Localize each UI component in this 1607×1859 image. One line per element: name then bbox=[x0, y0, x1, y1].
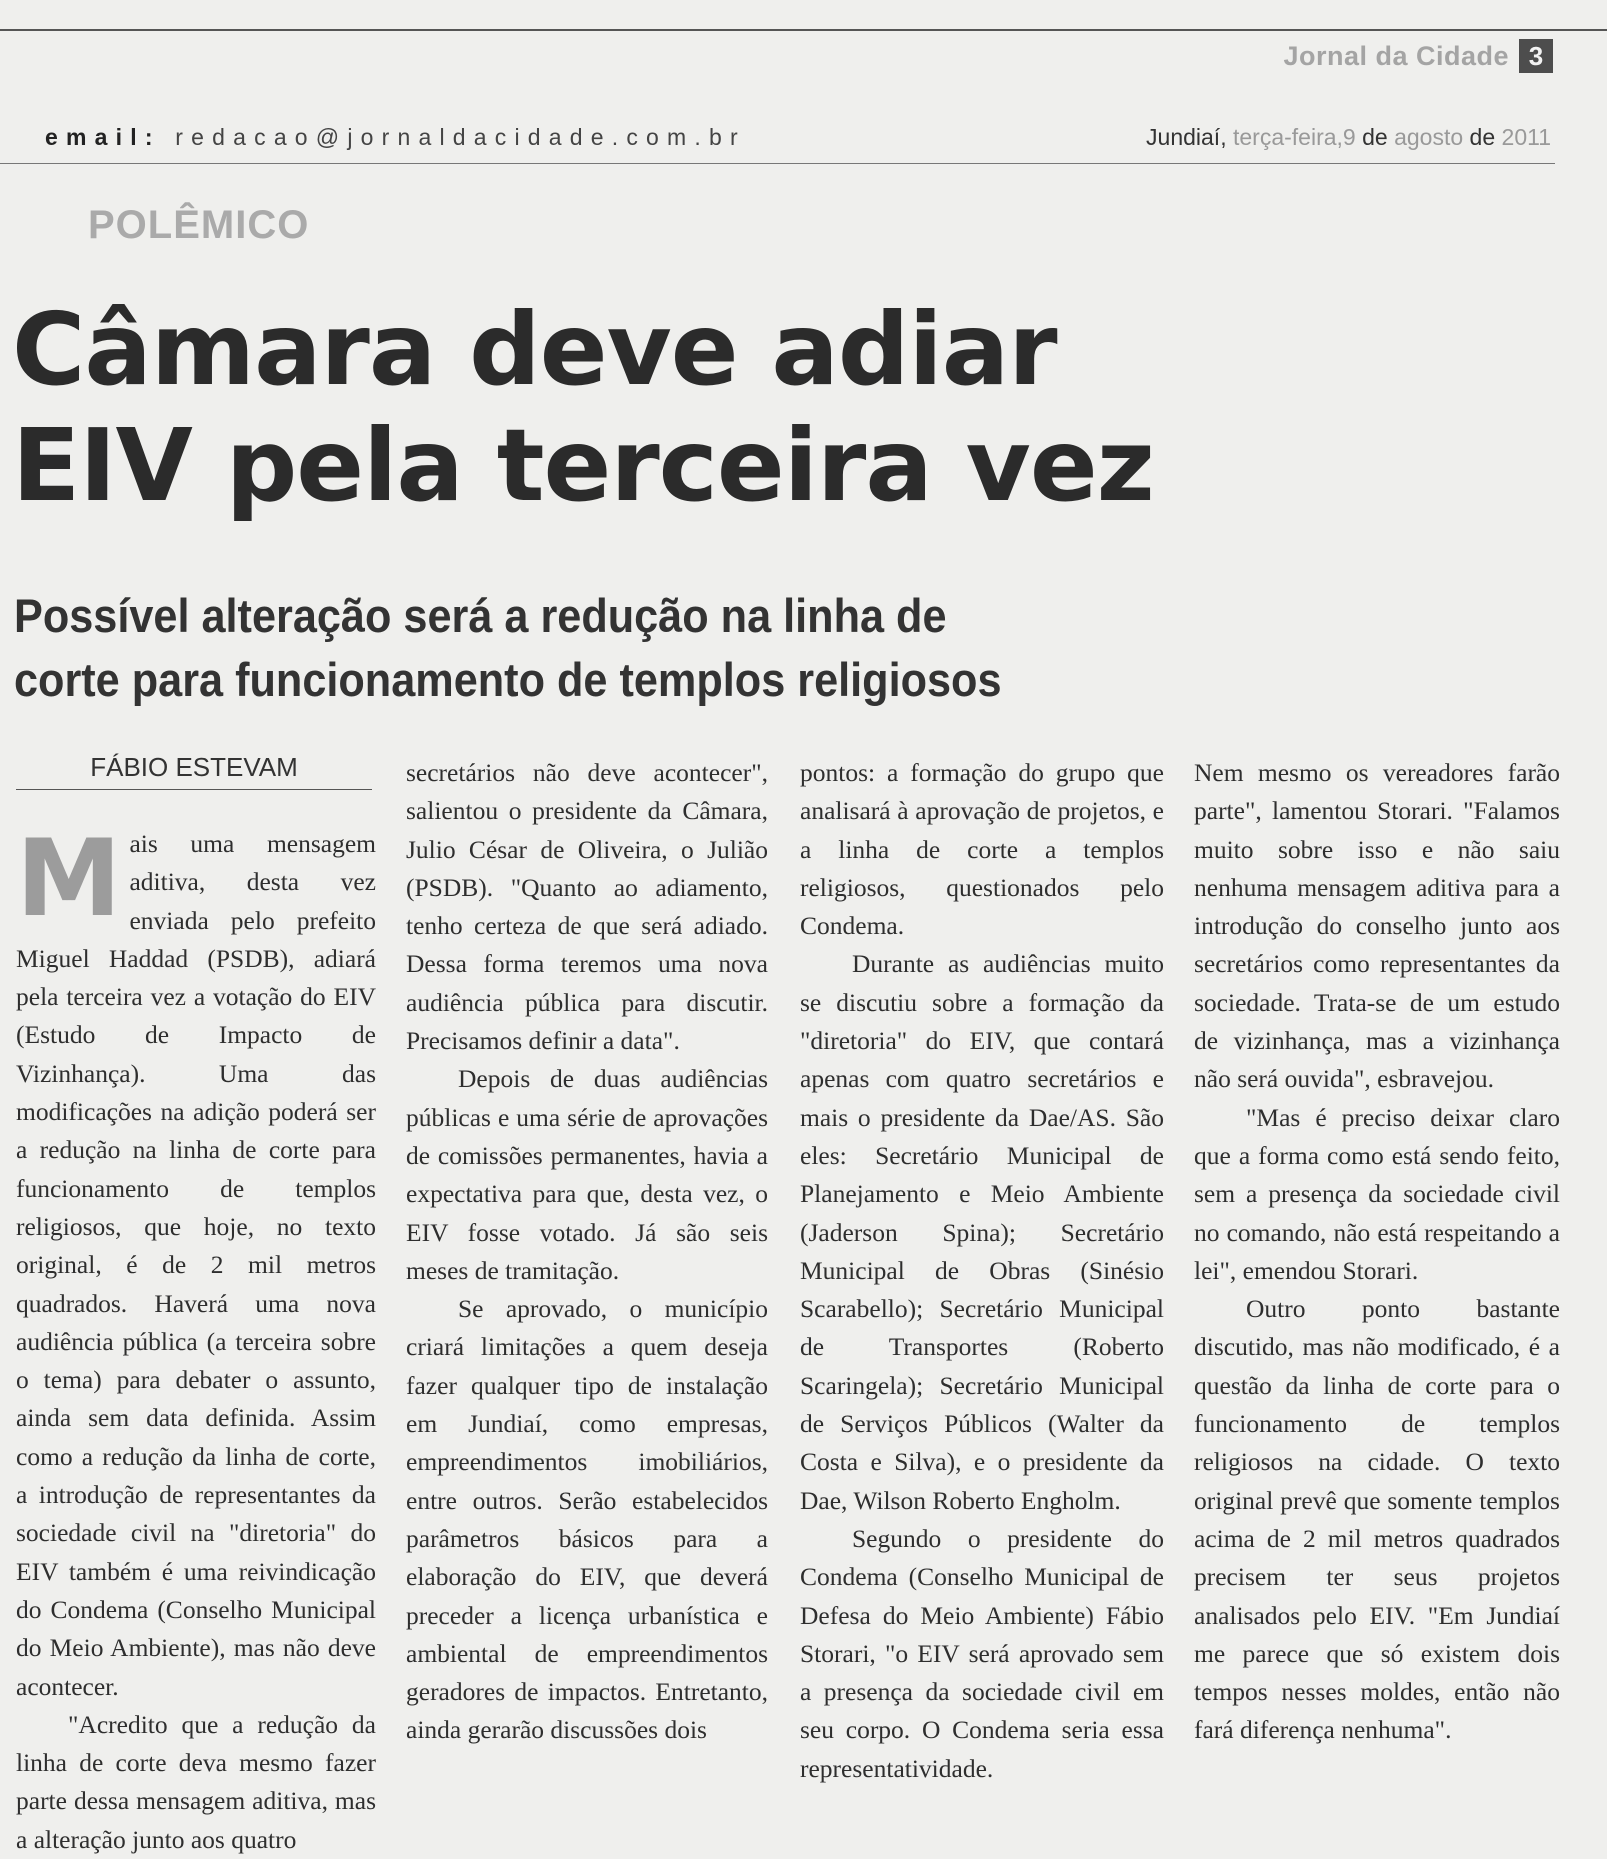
email-address: redacao@jornaldacidade.com.br bbox=[175, 124, 746, 150]
paragraph: "Mas é preciso deixar claro que a forma como está sendo feito, sem a presença da sociedade civil no comando, não está respeitando a lei", emendou Storari. bbox=[1194, 1102, 1560, 1285]
date-de-2: de bbox=[1469, 124, 1496, 150]
date-year: 2011 bbox=[1501, 124, 1551, 150]
date-day: 9 bbox=[1342, 124, 1356, 150]
date-de-1: de bbox=[1362, 124, 1388, 150]
email-label: email: bbox=[45, 124, 161, 150]
date-weekday: terça-feira, bbox=[1232, 124, 1343, 150]
email-line bbox=[45, 124, 746, 151]
paragraph: "Acredito que a redução da linha de corte deva mesmo fazer parte dessa mensagem aditiva, mas a alteração junto aos quatro bbox=[16, 1709, 376, 1854]
drop-cap: M bbox=[16, 817, 122, 940]
paragraph: Outro ponto bastante discutido, mas não modificado, é a questão da linha de corte para o funcionamento de templos religiosos na cidade. O texto original prevê que somente templos acima de 2 mil metros quadrados precisem ter seus projetos analisados pelo EIV. "Em Jundiaí me parece que só existem dois tempos nesses moldes, então não fará diferença nenhuma". bbox=[1194, 1294, 1560, 1745]
article-column-2 bbox=[406, 754, 768, 1816]
article-column-4 bbox=[1194, 754, 1560, 1816]
headline-line-2: EIV pela terceira vez bbox=[12, 407, 1154, 524]
paragraph: Se aprovado, o município criará limitações a quem deseja fazer qualquer tipo de instalação em Jundiaí, como empresas, empreendimentos imobiliários, entre outros. Serão estabelecidos parâmetros básicos para a elaboração do EIV, que deverá preceder a licença urbanística e ambiental de empreendimentos geradores de impactos. Entretanto, ainda gerarão discussões dois bbox=[406, 1294, 768, 1745]
paragraph bbox=[16, 817, 376, 1706]
masthead bbox=[1283, 37, 1553, 75]
paragraph: Segundo o presidente do Condema (Conselho Municipal de Defesa do Meio Ambiente) Fábio Storari, "o EIV será aprovado sem a presença da sociedade civil em seu corpo. O Condema seria essa representatividade. bbox=[800, 1523, 1164, 1783]
date-city: Jundiaí, bbox=[1146, 124, 1227, 150]
page-number: 3 bbox=[1519, 39, 1553, 73]
dateline bbox=[1146, 124, 1551, 151]
article-column-3 bbox=[800, 754, 1164, 1816]
paragraph: Durante as audiências muito se discutiu sobre a formação da "diretoria" do EIV, que contará apenas com quatro secretários e mais o presidente da Dae/AS. São eles: Secretário Municipal de Planejamento e Meio Ambiente (Jaderson Spina); Secretário Municipal de Obras (Sinésio Scarabello); Secretário Municipal de Transportes (Roberto Scaringela); Secretário Municipal de Serviços Públicos (Walter da Costa e Silva), e o presidente da Dae, Wilson Roberto Engholm. bbox=[800, 949, 1164, 1515]
subheadline bbox=[14, 584, 1118, 712]
kicker: POLÊMICO bbox=[88, 203, 310, 247]
date-month: agosto bbox=[1394, 124, 1464, 150]
byline: FÁBIO ESTEVAM bbox=[16, 752, 372, 790]
article-column-1 bbox=[16, 817, 376, 1854]
paragraph: pontos: a formação do grupo que analisará à aprovação de projetos, e a linha de corte a templos religiosos, questionados pelo Condema. bbox=[800, 758, 1164, 941]
headline-line-1: Câmara deve adiar bbox=[12, 291, 1057, 408]
paragraph-text: ais uma mensagem aditiva, desta vez enviada pelo prefeito Miguel Haddad (PSDB), adiará pela terceira vez a votação do EIV (Estudo de Impacto de Vizinhança). Uma das modificações na adição poderá ser a redução na linha de corte para funcionamento de templos religiosos, que hoje, no texto original, é de 2 mil metros quadrados. Haverá uma nova audiência pública (a terceira sobre o tema) para debater o assunto, ainda sem data definida. Assim como a redução da linha de corte, a introdução de representantes da sociedade civil na "diretoria" do EIV também é uma reivindicação do Condema (Conselho Municipal do Meio Ambiente), mas não deve acontecer. bbox=[16, 829, 376, 1701]
headline bbox=[12, 292, 1572, 524]
header-rule bbox=[0, 163, 1555, 164]
paragraph: Depois de duas audiências públicas e uma série de aprovações de comissões permanentes, havia a expectativa para que, desta vez, o EIV fosse votado. Já são seis meses de tramitação. bbox=[406, 1064, 768, 1285]
top-rule bbox=[0, 29, 1607, 31]
newspaper-name: Jornal da Cidade bbox=[1283, 40, 1509, 71]
paragraph: secretários não deve acontecer", salientou o presidente da Câmara, Julio César de Oliveira, o Julião (PSDB). "Quanto ao adiamento, tenho certeza de que será adiado. Dessa forma teremos uma nova audiência pública para discutir. Precisamos definir a data". bbox=[406, 758, 768, 1056]
subheadline-line-1: Possível alteração será a redução na linha de bbox=[14, 589, 947, 642]
subheadline-line-2: corte para funcionamento de templos religiosos bbox=[14, 653, 1002, 706]
paragraph: Nem mesmo os vereadores farão parte", lamentou Storari. "Falamos muito sobre isso e não saiu nenhuma mensagem aditiva para a introdução do conselho junto aos secretários como representantes da sociedade. Trata-se de um estudo de vizinhança, mas a vizinhança não será ouvida", esbravejou. bbox=[1194, 758, 1560, 1094]
